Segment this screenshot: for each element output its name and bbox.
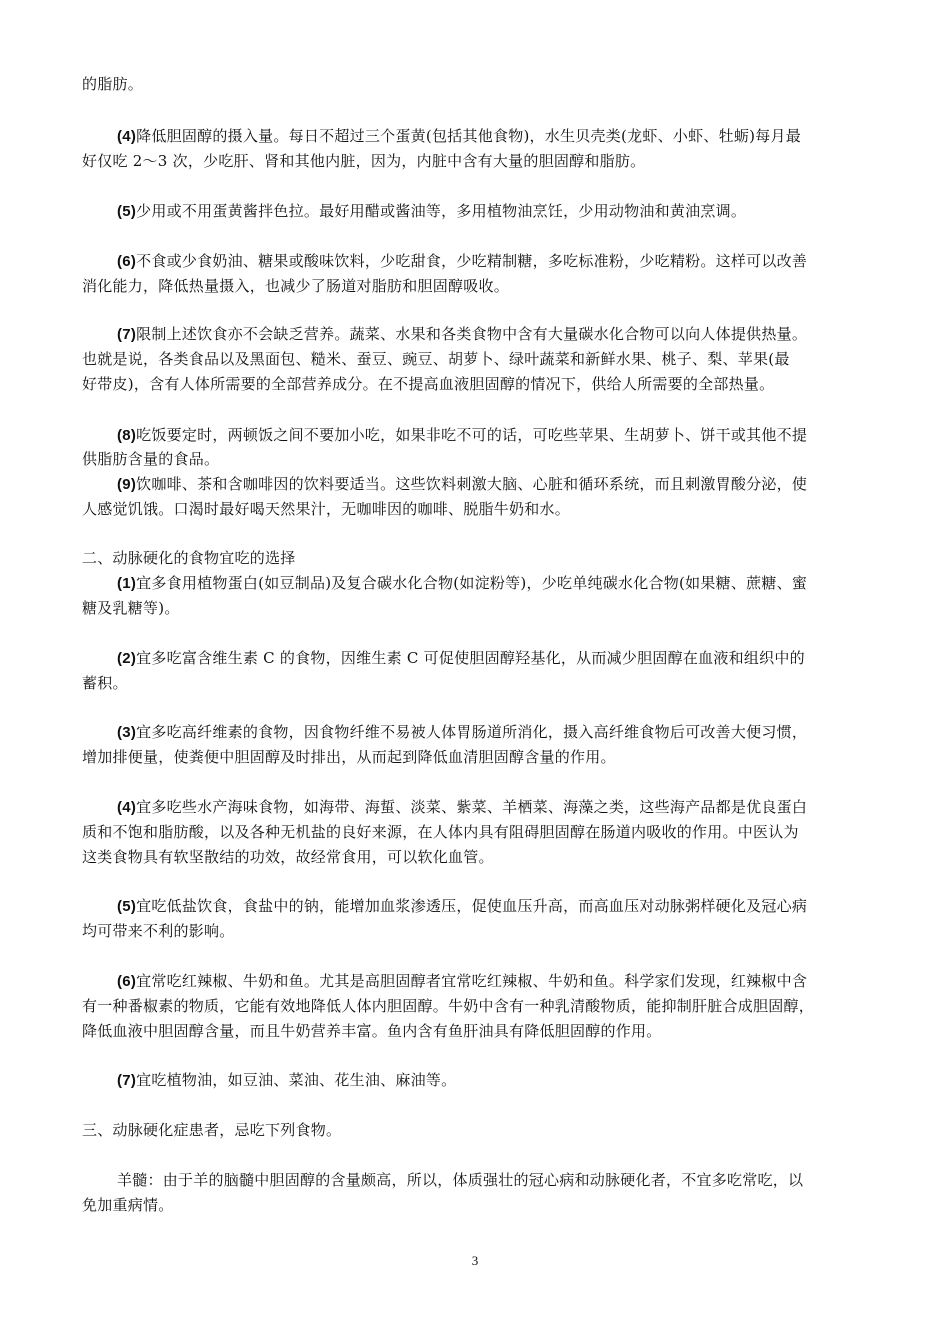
food-item-5-line-2: 均可带来不利的影响。 [82, 922, 235, 940]
food-item-1-line-2: 糖及乳糖等)。 [82, 599, 180, 617]
item-text: 宜吃低盐饮食，食盐中的钠，能增加血浆渗透压，促使血压升高，而高血压对动脉粥样硬化及冠心病 [136, 897, 808, 915]
food-item-4-line-2: 质和不饱和脂肪酸，以及各种无机盐的良好来源，在人体内具有阻碍胆固醇在肠道内吸收的作用。中医认为 [82, 823, 799, 841]
item-text: 宜多吃富含维生素 C 的食物，因维生素 C 可促使胆固醇羟基化，从而减少胆固醇在血液和组织中的 [136, 649, 805, 667]
item-number: (4) [117, 128, 137, 145]
item-number: (5) [117, 203, 137, 220]
page-number: 3 [471, 1253, 479, 1268]
paragraph-continuation: 的脂肪。 [82, 75, 144, 93]
item-text: 宜多食用植物蛋白(如豆制品)及复合碳水化合物(如淀粉等)，少吃单纯碳水化合物(如果糖、蔗糖、蜜 [136, 574, 808, 592]
diet-item-7-line-1 [117, 322, 872, 347]
food-item-2-line-1 [117, 646, 872, 671]
diet-item-4-line-1 [117, 124, 872, 149]
item-text: 降低胆固醇的摄入量。每日不超过三个蛋黄(包括其他食物)，水生贝壳类(龙虾、小虾、牡蛎)每月最 [136, 127, 802, 145]
diet-item-7-line-2: 也就是说，各类食品以及黑面包、糙米、蚕豆、豌豆、胡萝卜、绿叶蔬菜和新鲜水果、桃子、梨、苹果(最 [82, 350, 790, 368]
item-number: (4) [117, 799, 137, 816]
item-number: (5) [117, 898, 137, 915]
item-number: (2) [117, 650, 137, 667]
food-item-7-line-1 [117, 1068, 872, 1093]
food-item-6-line-3: 降低血液中胆固醇含量，而且牛奶营养丰富。鱼内含有鱼肝油具有降低胆固醇的作用。 [82, 1022, 662, 1040]
item-text: 饮咖啡、茶和含咖啡因的饮料要适当。这些饮料刺激大脑、心脏和循环系统，而且刺激胃酸分泌，使 [136, 475, 808, 493]
diet-item-4-line-2: 好仅吃 2～3 次，少吃肝、肾和其他内脏，因为，内脏中含有大量的胆固醇和脂肪。 [82, 152, 646, 170]
diet-item-7-line-3: 好带皮)，含有人体所需要的全部营养成分。在不提高血液胆固醇的情况下，供给人所需要的全部热量。 [82, 375, 775, 393]
food-item-1-line-1 [117, 571, 872, 596]
item-number: (8) [117, 427, 137, 444]
item-text: 不食或少食奶油、糖果或酸味饮料，少吃甜食，少吃精制糖，多吃标准粉，少吃精粉。这样可以改善 [136, 252, 808, 270]
food-item-6-line-1 [117, 969, 872, 994]
item-number: (7) [117, 1072, 137, 1089]
item-text: 宜多吃些水产海味食物，如海带、海蜇、淡菜、紫菜、羊栖菜、海藻之类，这些海产品都是优良蛋白 [136, 798, 808, 816]
item-text: 宜吃植物油，如豆油、菜油、花生油、麻油等。 [136, 1071, 457, 1089]
item-number: (6) [117, 253, 137, 270]
diet-item-9-line-2: 人感觉饥饿。口渴时最好喝天然果汁，无咖啡因的咖啡、脱脂牛奶和水。 [82, 500, 571, 518]
diet-item-8-line-2: 供脂肪含量的食品。 [82, 450, 220, 468]
food-item-4-line-3: 这类食物具有软坚散结的功效，故经常食用，可以软化血管。 [82, 848, 494, 866]
food-item-2-line-2: 蓄积。 [82, 674, 128, 692]
food-item-3-line-1 [117, 720, 872, 745]
item-text: 宜多吃高纤维素的食物，因食物纤维不易被人体胃肠道所消化，摄入高纤维食物后可改善大便习惯， [136, 723, 808, 741]
food-item-5-line-1 [117, 894, 872, 919]
food-item-3-line-2: 增加排便量，使粪便中胆固醇及时排出，从而起到降低血清胆固醇含量的作用。 [82, 748, 616, 766]
diet-item-6-line-2: 消化能力，降低热量摄入，也减少了肠道对脂肪和胆固醇吸收。 [82, 277, 510, 295]
section-2-heading: 二、动脉硬化的食物宜吃的选择 [82, 549, 296, 567]
item-text: 宜常吃红辣椒、牛奶和鱼。尤其是高胆固醇者宜常吃红辣椒、牛奶和鱼。科学家们发现，红辣椒中含 [136, 972, 808, 990]
item-text: 吃饭要定时，两顿饭之间不要加小吃，如果非吃不可的话，可吃些苹果、生胡萝卜、饼干或其他不提 [136, 426, 808, 444]
food-item-4-line-1 [117, 795, 872, 820]
item-number: (6) [117, 973, 137, 990]
diet-item-5-line-1 [117, 199, 872, 224]
diet-item-9-line-1 [117, 472, 872, 497]
item-text: 少用或不用蛋黄酱拌色拉。最好用醋或酱油等，多用植物油烹饪，少用动物油和黄油烹调。 [136, 202, 747, 220]
item-text: 限制上述饮食亦不会缺乏营养。蔬菜、水果和各类食物中含有大量碳水化合物可以向人体提供热量。 [136, 325, 808, 343]
item-number: (1) [117, 575, 137, 592]
section-3-paragraph-line-2: 免加重病情。 [82, 1196, 174, 1214]
diet-item-6-line-1 [117, 249, 872, 274]
item-number: (9) [117, 476, 137, 493]
section-3-heading: 三、动脉硬化症患者，忌吃下列食物。 [82, 1121, 342, 1139]
section-3-paragraph-line-1: 羊髓：由于羊的脑髓中胆固醇的含量颇高，所以，体质强壮的冠心病和动脉硬化者，不宜多吃常吃，以 [117, 1171, 804, 1189]
item-number: (7) [117, 326, 137, 343]
item-number: (3) [117, 724, 137, 741]
food-item-6-line-2: 有一种番椒素的物质，它能有效地降低人体内胆固醇。牛奶中含有一种乳清酸物质，能抑制肝脏合成胆固醇， [82, 997, 815, 1015]
diet-item-8-line-1 [117, 423, 872, 448]
